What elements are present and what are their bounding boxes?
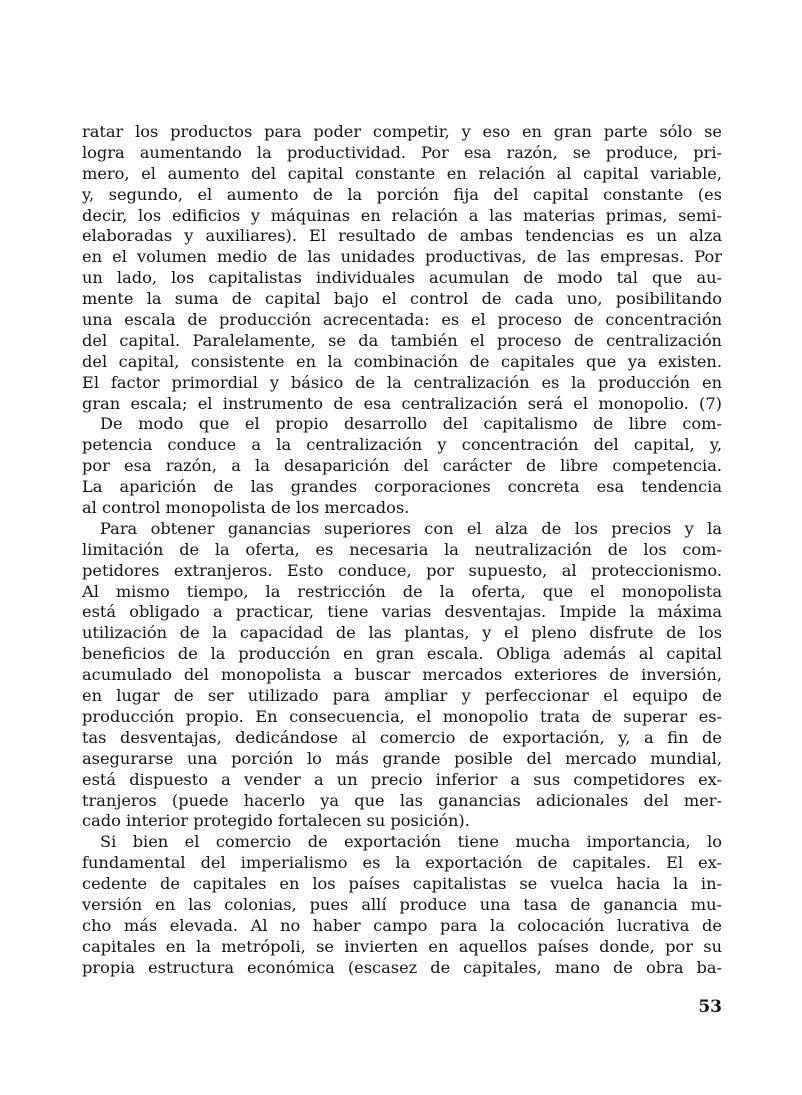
text-line: tranjeros (puede hacerlo ya que las ganancias adicionales del mer- [82, 790, 722, 810]
text-line: Si bien el comercio de exportación tiene mucha importancia, lo [100, 832, 722, 852]
text-line: está obligado a practicar, tiene varias desventajas. Impide la máxima [82, 602, 722, 622]
text-line: por esa razón, a la desaparición del carácter de libre competencia. [82, 456, 722, 476]
text-line: está dispuesto a vender a un precio inferior a sus competidores ex- [82, 769, 722, 789]
text-line: del capital, consistente en la combinación de capitales que ya existen. [82, 351, 722, 371]
text-line: mero, el aumento del capital constante en relación al capital variable, [82, 163, 722, 183]
page-number: 53 [698, 997, 722, 1017]
text-line: logra aumentando la productividad. Por esa razón, se produce, pri- [82, 142, 722, 162]
text-line: Para obtener ganancias superiores con el alza de los precios y la [100, 518, 722, 538]
text-line: producción propio. En consecuencia, el monopolio trata de superar es- [82, 706, 722, 726]
text-line: fundamental del imperialismo es la exportación de capitales. El ex- [82, 853, 722, 873]
text-line: petencia conduce a la centralización y concentración del capital, y, [82, 435, 722, 455]
text-line: El factor primordial y básico de la centralización es la producción en [82, 372, 722, 392]
text-line: cho más elevada. Al no haber campo para la colocación lucrativa de [82, 915, 722, 935]
text-line: acumulado del monopolista a buscar mercados exteriores de inversión, [82, 665, 722, 685]
text-line: utilización de la capacidad de las plantas, y el pleno disfrute de los [82, 623, 722, 643]
text-line: en el volumen medio de las unidades productivas, de las empresas. Por [82, 247, 722, 267]
text-line: limitación de la oferta, es necesaria la neutralización de los com- [82, 539, 722, 559]
text-line: cedente de capitales en los países capitalistas se vuelca hacia la in- [82, 874, 722, 894]
text-line: en lugar de ser utilizado para ampliar y perfeccionar el equipo de [82, 686, 722, 706]
text-line: La aparición de las grandes corporaciones concreta esa tendencia [82, 477, 722, 497]
text-line: capitales en la metrópoli, se invierten en aquellos países donde, por su [82, 936, 722, 956]
text-line: un lado, los capitalistas individuales acumulan de modo tal que au- [82, 268, 722, 288]
text-line: gran escala; el instrumento de esa centralización será el monopolio. (7) [82, 393, 722, 413]
text-line: mente la suma de capital bajo el control de cada uno, posibilitando [82, 289, 722, 309]
text-line: asegurarse una porción lo más grande posible del mercado mundial, [82, 748, 722, 768]
text-line: beneficios de la producción en gran escala. Obliga además al capital [82, 644, 722, 664]
text-line: decir, los edificios y máquinas en relación a las materias primas, semi- [82, 205, 722, 225]
text-line: cado interior protegido fortalecen su posición). [82, 811, 470, 831]
text-line: ratar los productos para poder competir, y eso en gran parte sólo se [82, 122, 722, 141]
text-line: Al mismo tiempo, la restricción de la oferta, que el monopolista [82, 581, 722, 601]
text-line: al control monopolista de los mercados. [82, 498, 410, 518]
text-line: elaboradas y auxiliares). El resultado de ambas tendencias es un alza [82, 226, 722, 246]
body-text [82, 122, 722, 979]
text-line: del capital. Paralelamente, se da también el proceso de centralización [82, 330, 722, 350]
text-line: y, segundo, el aumento de la porción fija del capital constante (es [82, 184, 722, 204]
text-line: versión en las colonias, pues allí produce una tasa de ganancia mu- [82, 894, 722, 914]
text-line: tas desventajas, dedicándose al comercio de exportación, y, a fin de [82, 727, 722, 747]
text-line: propia estructura económica (escasez de capitales, mano de obra ba- [82, 957, 722, 977]
text-line: petidores extranjeros. Esto conduce, por supuesto, al proteccionismo. [82, 560, 722, 580]
text-line: De modo que el propio desarrollo del capitalismo de libre com- [100, 414, 722, 434]
text-line: una escala de producción acrecentada: es el proceso de concentración [82, 310, 722, 330]
